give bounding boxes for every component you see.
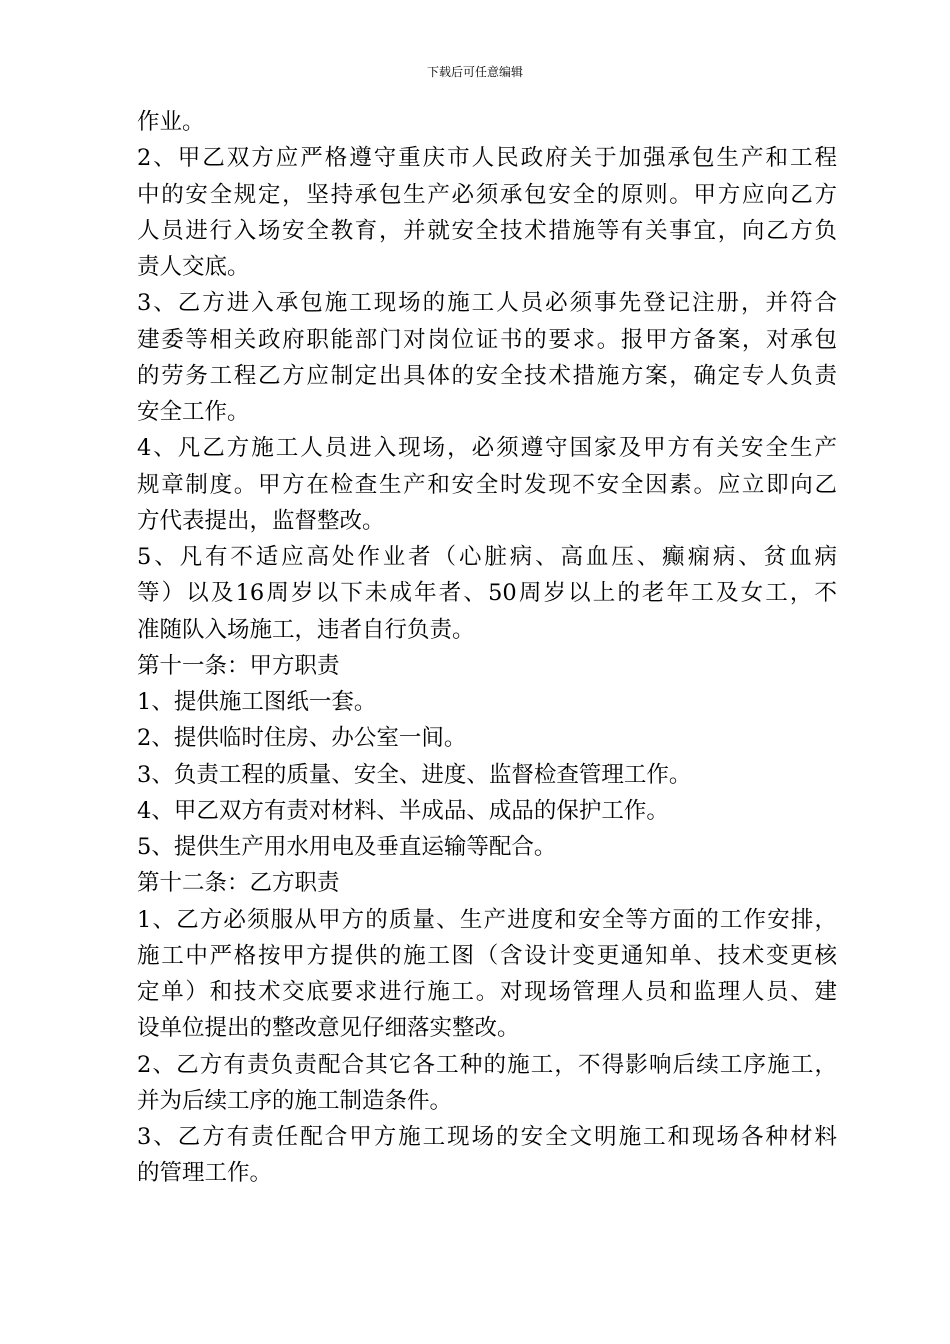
document-body — [137, 104, 837, 1192]
text-line: 准随队入场施工，违者自行负责。 — [137, 616, 475, 643]
text-line: 4、甲乙双方有责对材料、半成品、成品的保护工作。 — [137, 797, 669, 824]
text-line: 第十二条：乙方职责 — [137, 870, 340, 897]
text-line: 并为后续工序的施工制造条件。 — [137, 1087, 453, 1114]
text-line: 人员进行入场安全教育，并就安全技术措施等有关事宜，向乙方负 — [137, 217, 837, 244]
text-line: 5、凡有不适应高处作业者（心脏病、高血压、癫痫病、贫血病 — [137, 544, 837, 570]
text-line: 施工中严格按甲方提供的施工图（含设计变更通知单、技术变更核 — [137, 942, 837, 969]
text-line: 等）以及16周岁以下未成年者、50周岁以上的老年工及女工，不 — [137, 580, 837, 607]
text-line: 1、提供施工图纸一套。 — [137, 689, 377, 715]
text-line: 的管理工作。 — [137, 1160, 273, 1187]
text-line: 2、提供临时住房、办公室一间。 — [137, 725, 467, 752]
text-line: 建委等相关政府职能部门对岗位证书的要求。报甲方备案，对承包 — [137, 326, 837, 353]
text-line: 的劳务工程乙方应制定出具体的安全技术措施方案，确定专人负责 — [137, 362, 837, 389]
text-line: 3、乙方进入承包施工现场的施工人员必须事先登记注册，并符合 — [137, 290, 837, 317]
text-line: 4、凡乙方施工人员进入现场，必须遵守国家及甲方有关安全生产 — [137, 435, 837, 462]
text-line: 3、乙方有责任配合甲方施工现场的安全文明施工和现场各种材料 — [137, 1124, 837, 1150]
text-line: 定单）和技术交底要求进行施工。对现场管理人员和监理人员、建 — [137, 979, 837, 1005]
text-line: 3、负责工程的质量、安全、进度、监督检查管理工作。 — [137, 761, 692, 788]
text-line: 设单位提出的整改意见仔细落实整改。 — [137, 1015, 520, 1042]
text-line: 第十一条：甲方职责 — [137, 652, 340, 679]
text-line: 规章制度。甲方在检查生产和安全时发现不安全因素。应立即向乙 — [137, 471, 837, 498]
text-line: 2、乙方有责负责配合其它各工种的施工，不得影响后续工序施工， — [137, 1051, 837, 1078]
page-header-note: 下载后可任意编辑 — [426, 65, 523, 79]
text-line: 作业。 — [137, 109, 205, 135]
text-line: 责人交底。 — [137, 254, 250, 280]
text-line: 安全工作。 — [137, 399, 250, 425]
text-line: 方代表提出，监督整改。 — [137, 507, 385, 534]
text-line: 1、乙方必须服从甲方的质量、生产进度和安全等方面的工作安排， — [137, 906, 837, 933]
text-line: 中的安全规定，坚持承包生产必须承包安全的原则。甲方应向乙方 — [137, 181, 837, 208]
text-line: 2、甲乙双方应严格遵守重庆市人民政府关于加强承包生产和工程 — [137, 145, 837, 172]
text-line: 5、提供生产用水用电及垂直运输等配合。 — [137, 834, 557, 860]
